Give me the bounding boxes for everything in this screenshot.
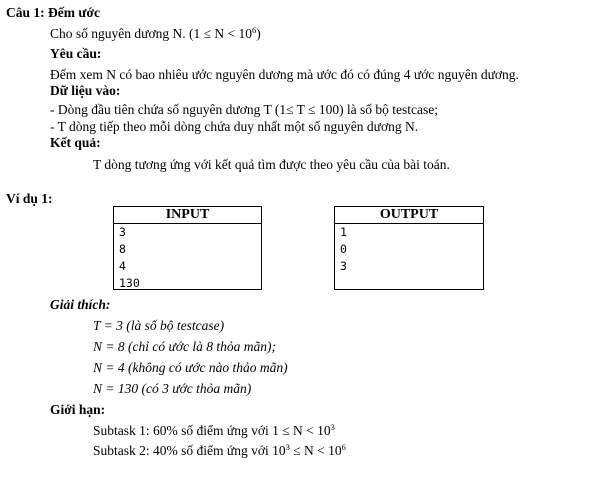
example-heading: Ví dụ 1: <box>6 191 53 206</box>
input-row: 8 <box>119 242 126 256</box>
input-row: 130 <box>119 276 140 290</box>
explanation-line: T = 3 (là số bộ testcase) <box>93 318 225 333</box>
subtask-1-exponent: 3 <box>330 422 335 432</box>
output-heading: Kết quả: <box>50 135 101 150</box>
output-row: 3 <box>340 259 347 273</box>
subtask-1-text: Subtask 1: 60% số điểm ứng với 1 ≤ N < 10 <box>93 423 331 438</box>
input-description-2: - T dòng tiếp theo mỗi dòng chứa duy nhất một số nguyên dương N. <box>50 119 419 134</box>
requirement-heading: Yêu cầu: <box>50 46 102 61</box>
limits-heading: Giới hạn: <box>50 402 106 417</box>
input-row: 4 <box>119 259 126 273</box>
input-description-1: - Dòng đầu tiên chứa số nguyên dương T (1≤ T ≤ 100) là số bộ testcase; <box>50 102 439 117</box>
input-row: 3 <box>119 225 126 239</box>
output-table <box>334 206 484 290</box>
subtask-1 <box>93 422 335 439</box>
requirement-text: Đếm xem N có bao nhiêu ước nguyên dương mà ước đó có đúng 4 ước nguyên dương. <box>50 67 519 82</box>
output-row <box>335 275 483 292</box>
intro-exponent: 6 <box>251 25 257 35</box>
input-heading: Dữ liệu vào: <box>50 83 121 98</box>
problem-intro <box>50 25 261 42</box>
output-row: 0 <box>340 242 347 256</box>
output-row: 1 <box>340 225 347 239</box>
subtask-2-exponent-high: 6 <box>341 442 346 452</box>
explanation-heading: Giải thích: <box>50 297 111 312</box>
subtask-2 <box>93 442 346 459</box>
intro-text: Cho số nguyên dương N. (1 ≤ N < 10 <box>50 26 252 41</box>
subtask-2-text: Subtask 2: 40% số điểm ứng với 10 <box>93 443 286 458</box>
output-table-title: OUTPUT <box>335 207 483 224</box>
problem-heading: Câu 1: Đếm ước <box>6 5 100 20</box>
intro-suffix: ) <box>256 26 261 41</box>
subtask-2-mid: ≤ N < 10 <box>289 443 342 458</box>
input-table <box>113 206 262 290</box>
subtask-2-exponent-low: 3 <box>285 442 290 452</box>
explanation-line: N = 4 (không có ước nào thảo mãn) <box>93 360 288 375</box>
explanation-line: N = 130 (có 3 ước thỏa mãn) <box>93 381 252 396</box>
output-description: T dòng tương ứng với kết quả tìm được theo yêu cầu của bài toán. <box>93 157 450 172</box>
input-table-title: INPUT <box>114 207 261 224</box>
explanation-line: N = 8 (chỉ có ước là 8 thỏa mãn); <box>93 339 277 354</box>
